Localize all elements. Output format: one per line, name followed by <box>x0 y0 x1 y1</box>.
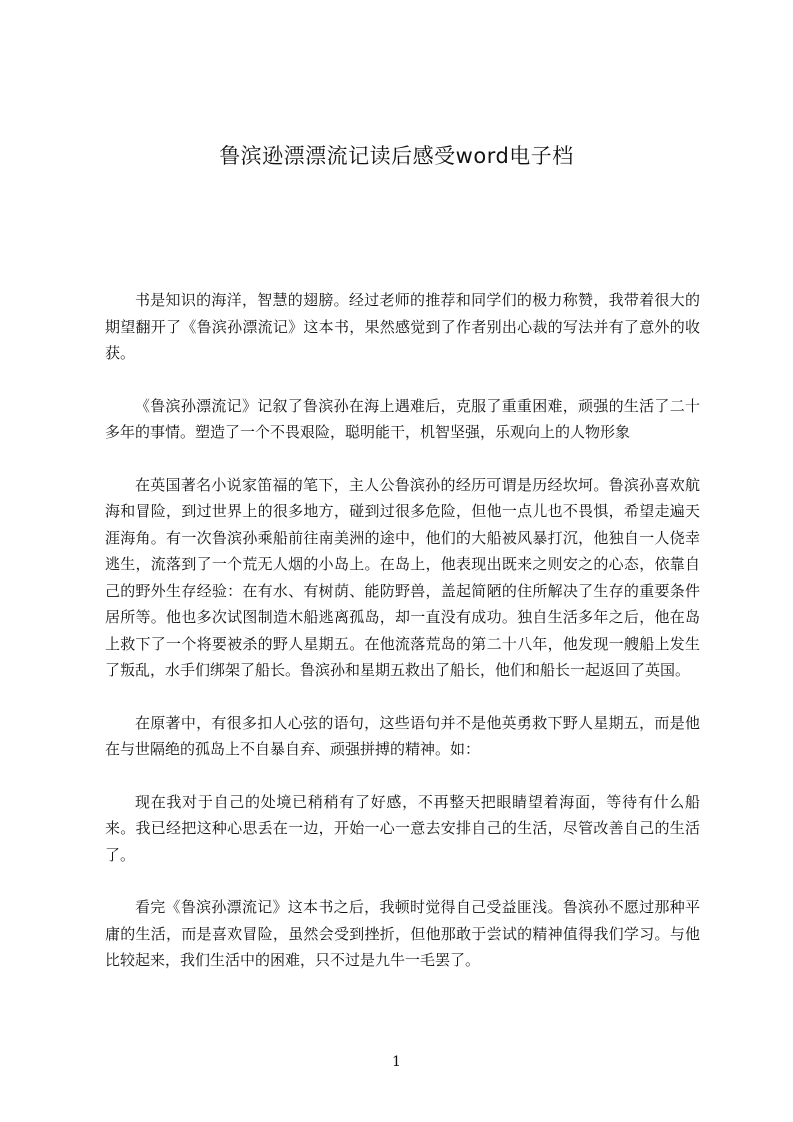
paragraph-summary: 《鲁滨孙漂流记》记叙了鲁滨孙在海上遇难后，克服了重重困难，顽强的生活了二十多年的事情。塑造了一个不畏艰险，聪明能干，机智坚强，乐观向上的人物形象 <box>105 396 700 441</box>
document-body <box>105 287 700 1000</box>
paragraph-plot: 在英国著名小说家笛福的笔下，主人公鲁滨孙的经历可谓是历经坎坷。鲁滨孙喜欢航海和冒险，到过世界上的很多地方，碰到过很多危险，但他一点儿也不畏惧，希望走遍天涯海角。有一次鲁滨孙乘船前往南美洲的途中，他们的大船被风暴打沉，他独自一人侥幸逃生，流落到了一个荒无人烟的小岛上。在岛上，他表现出既来之则安之的心态，依靠自己的野外生存经验：在有水、有树荫、能防野兽，盖起简陋的住所解决了生存的重要条件居所等。他也多次试图制造木船逃离孤岛，却一直没有成功。独自生活多年之后，他在岛上救下了一个将要被杀的野人星期五。在他流落荒岛的第二十八年，他发现一艘船上发生了叛乱，水手们绑架了船长。鲁滨孙和星期五救出了船长，他们和船长一起返回了英国。 <box>105 475 700 679</box>
paragraph-quote-intro: 在原著中，有很多扣人心弦的语句，这些语句并不是他英勇救下野人星期五，而是他在与世隔绝的孤岛上不自暴自弃、顽强拼搏的精神。如： <box>105 713 700 758</box>
paragraph-quote: 现在我对于自己的处境已稍稍有了好感，不再整天把眼睛望着海面，等待有什么船来。我已经把这种心思丢在一边，开始一心一意去安排自己的生活，尽管改善自己的生活了。 <box>105 792 700 864</box>
paragraph-intro: 书是知识的海洋，智慧的翅膀。经过老师的推荐和同学们的极力称赞，我带着很大的期望翻开了《鲁滨孙漂流记》这本书，果然感觉到了作者别出心裁的写法并有了意外的收获。 <box>105 291 700 362</box>
page-number: 1 <box>392 1054 401 1070</box>
paragraph-conclusion: 看完《鲁滨孙漂流记》这本书之后，我顿时觉得自己受益匪浅。鲁滨孙不愿过那种平庸的生活，而是喜欢冒险，虽然会受到挫折，但他那敢于尝试的精神值得我们学习。与他比较起来，我们生活中的困难，只不过是九牛一毛罢了。 <box>105 898 700 969</box>
document-title: 鲁滨逊漂漂流记读后感受word电子档 <box>219 144 574 168</box>
